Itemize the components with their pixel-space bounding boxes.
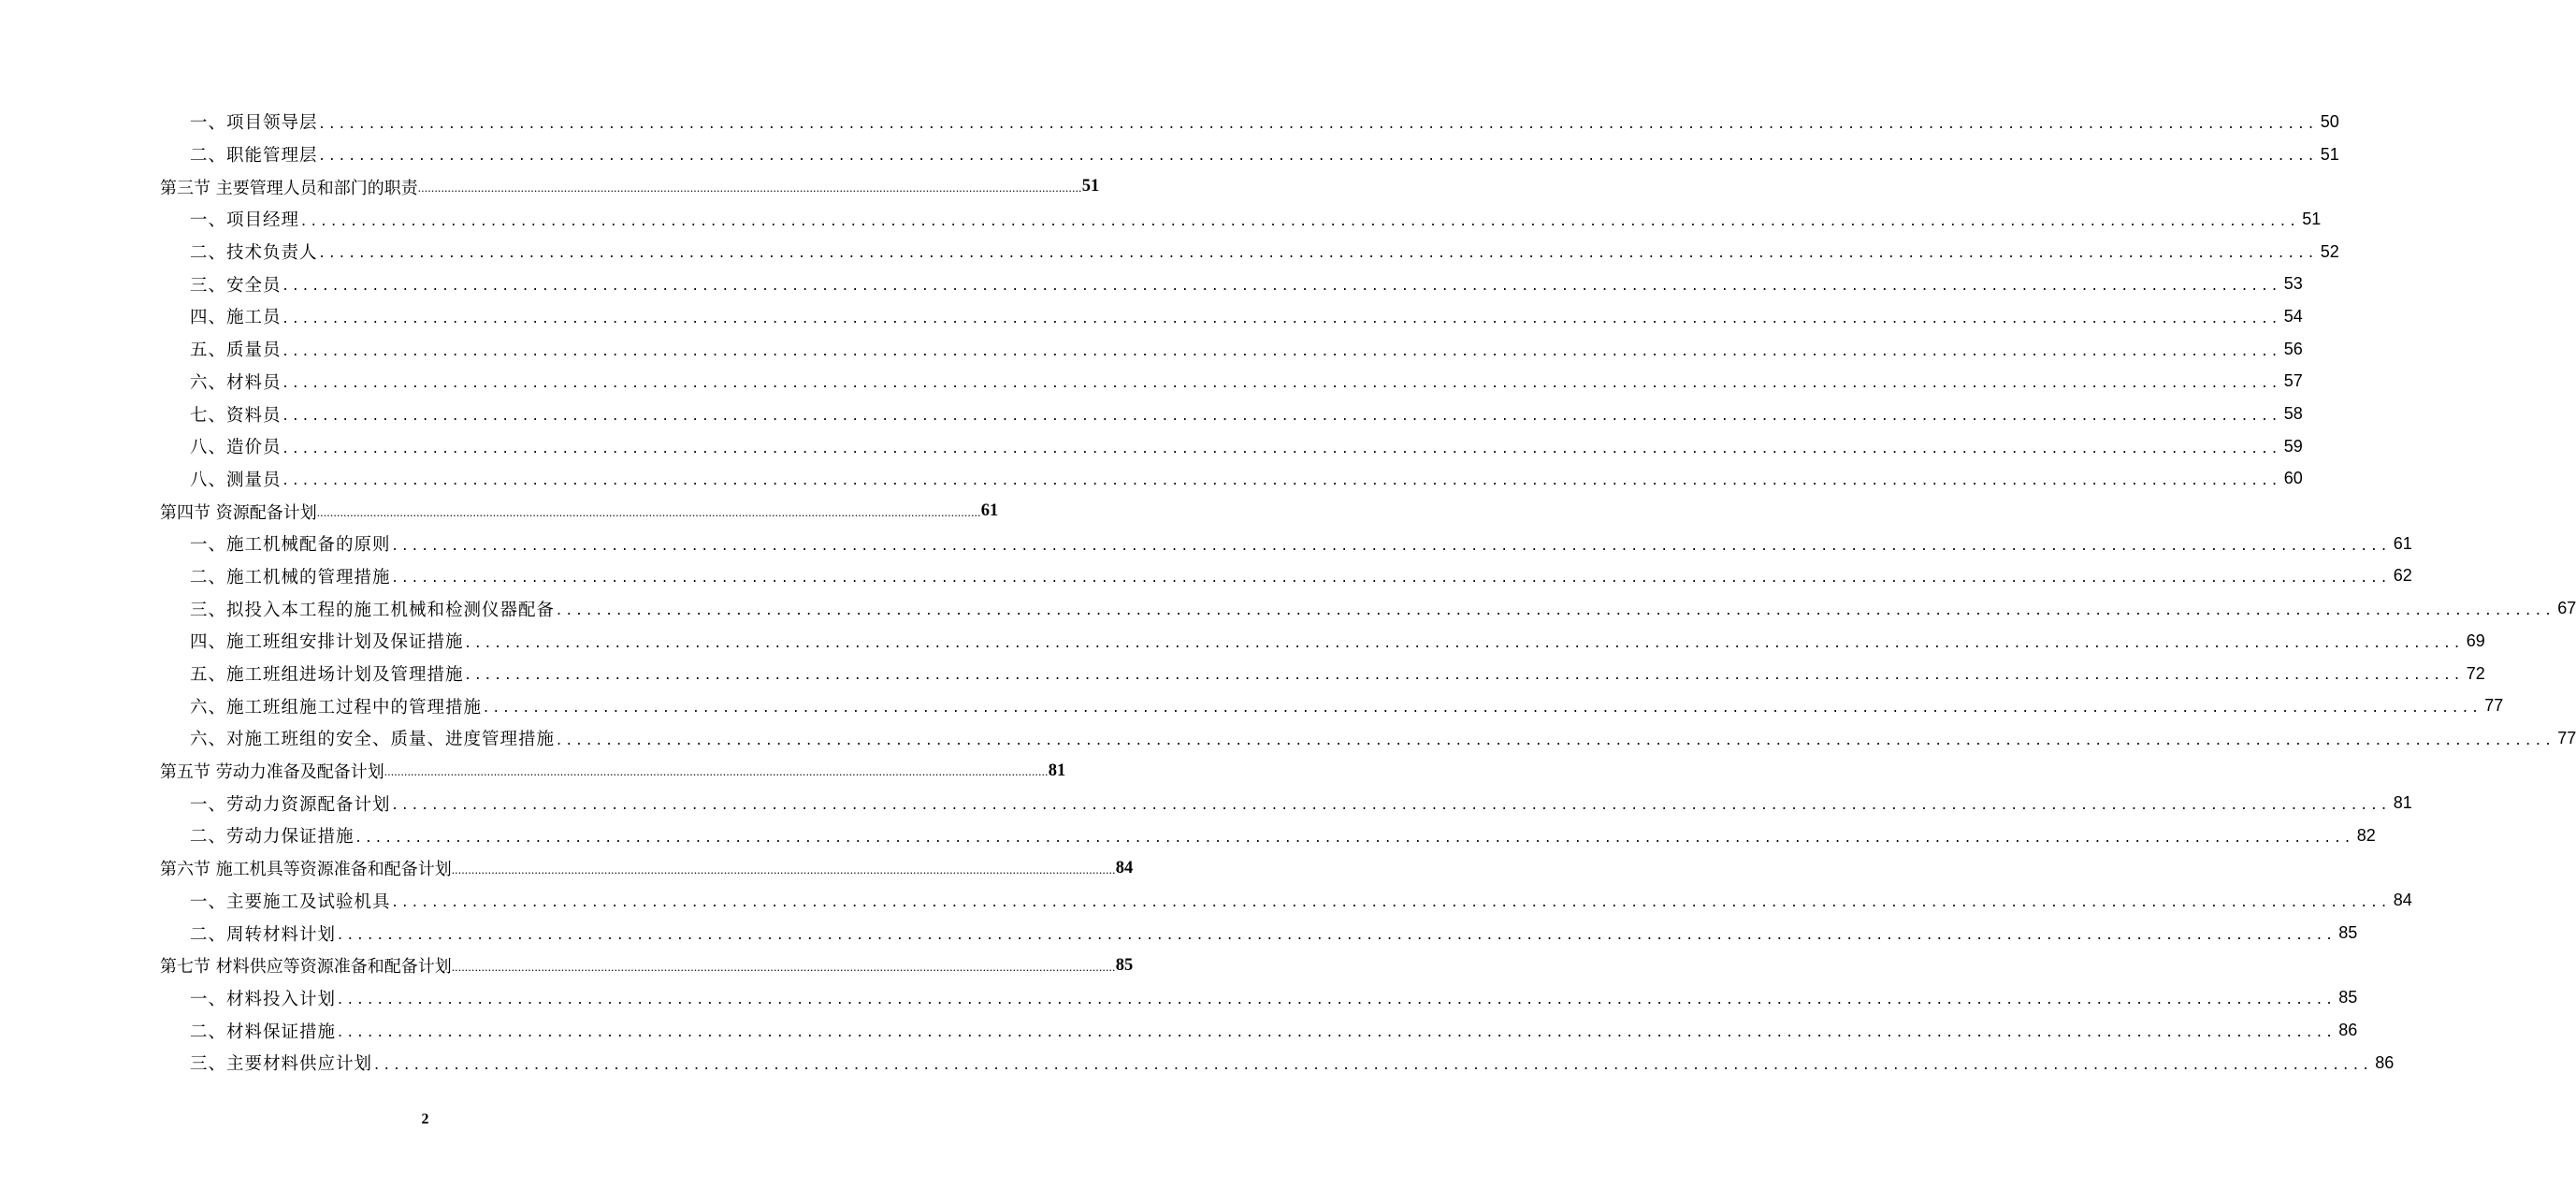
toc-entry-title: 第四节 资源配备计划	[160, 500, 317, 524]
dot-leader: ........................................................................................................................................................................................................	[319, 243, 2319, 262]
toc-subsection-entry[interactable]	[190, 1047, 2395, 1080]
toc-entry-title: 二、材料保证措施	[190, 1019, 336, 1043]
toc-entry-page-number: 59	[2283, 436, 2303, 456]
toc-entry-page-number: 85	[2338, 923, 2358, 943]
dot-leader: ........................................................................................................................................................................................................	[392, 535, 2392, 554]
toc-entry-title: 二、职能管理层	[190, 142, 318, 167]
toc-entry-page-number: 54	[2283, 306, 2303, 326]
toc-subsection-entry[interactable]	[190, 885, 2412, 918]
toc-section-entry[interactable]	[160, 495, 999, 528]
dot-leader: ........................................................................................................................................................................................................	[282, 438, 2282, 457]
toc-entry-title: 八、造价员	[190, 434, 282, 458]
toc-entry-title: 第七节 材料供应等资源准备和配备计划	[160, 953, 452, 978]
dot-leader: ........................................................................................................................................................................................................	[282, 308, 2282, 326]
toc-entry-page-number: 62	[2393, 566, 2412, 586]
toc-entry-title: 七、资料员	[190, 402, 282, 427]
dot-leader: ........................................................................................................................................................................................................	[282, 373, 2282, 392]
toc-entry-page-number: 51	[1081, 177, 1100, 196]
toc-entry-page-number: 72	[2466, 663, 2485, 683]
dot-leader: ........................................................................................................................................................................................................	[319, 113, 2319, 132]
toc-entry-page-number: 61	[2393, 533, 2412, 553]
dot-leader: ........................................................................................................................................................................................................	[374, 1054, 2374, 1073]
toc-entry-title: 第三节 主要管理人员和部门的职责	[160, 175, 418, 199]
dot-leader: ........................................................................................................................................................................................................	[338, 924, 2337, 943]
dot-leader: ........................................................................................................................................................................................................	[557, 730, 2556, 748]
dot-leader: ........................................................................................................................................................................................................	[465, 665, 2465, 684]
dot-leader: ........................................................................................................................................................................................................	[392, 795, 2392, 814]
toc-entry-page-number: 85	[1115, 955, 1134, 975]
toc-entry-page-number: 81	[1048, 761, 1066, 780]
table-of-contents	[0, 106, 2576, 1080]
toc-subsection-entry[interactable]	[190, 689, 2504, 722]
toc-entry-page-number: 77	[2484, 696, 2504, 716]
toc-entry-page-number: 50	[2320, 111, 2339, 131]
dot-leader: ........................................................................................................................................................................................................	[451, 959, 1116, 974]
dot-leader: ........................................................................................................................................................................................................	[282, 341, 2282, 359]
toc-entry-title: 八、测量员	[190, 467, 282, 491]
toc-entry-page-number: 60	[2283, 469, 2303, 488]
toc-entry-title: 六、材料员	[190, 370, 282, 394]
dot-leader: ........................................................................................................................................................................................................	[465, 632, 2465, 651]
dot-leader: ........................................................................................................................................................................................................	[557, 601, 2556, 618]
toc-entry-page-number: 61	[980, 501, 999, 521]
toc-entry-page-number: 86	[2375, 1052, 2395, 1072]
toc-entry-title: 二、周转材料计划	[190, 921, 336, 946]
dot-leader: ........................................................................................................................................................................................................	[282, 276, 2282, 295]
toc-entry-title: 六、对施工班组的安全、质量、进度管理措施	[190, 726, 555, 750]
dot-leader: ........................................................................................................................................................................................................	[316, 504, 981, 519]
toc-subsection-entry[interactable]	[190, 819, 2376, 852]
toc-section-entry[interactable]	[160, 949, 1134, 982]
toc-subsection-entry[interactable]	[190, 236, 2339, 268]
toc-entry-title: 六、施工班组施工过程中的管理措施	[190, 694, 482, 718]
toc-entry-page-number: 84	[1115, 858, 1134, 877]
dot-leader: ........................................................................................................................................................................................................	[282, 471, 2282, 489]
toc-subsection-entry[interactable]	[190, 1014, 2358, 1047]
toc-entry-title: 四、施工员	[190, 304, 282, 328]
dot-leader: ........................................................................................................................................................................................................	[392, 892, 2392, 911]
dot-leader: ........................................................................................................................................................................................................	[301, 210, 2301, 229]
toc-entry-page-number: 56	[2283, 339, 2303, 358]
dot-leader: ........................................................................................................................................................................................................	[338, 1022, 2337, 1040]
toc-entry-title: 一、材料投入计划	[190, 986, 336, 1010]
toc-subsection-entry[interactable]	[190, 528, 2412, 560]
toc-entry-page-number: 82	[2356, 825, 2376, 845]
toc-entry-title: 第五节 劳动力准备及配备计划	[160, 759, 384, 783]
dot-leader: ........................................................................................................................................................................................................	[338, 990, 2337, 1008]
dot-leader: ........................................................................................................................................................................................................	[417, 181, 1082, 196]
toc-section-entry[interactable]	[160, 170, 1100, 203]
toc-entry-page-number: 86	[2338, 1021, 2358, 1040]
toc-subsection-entry[interactable]	[190, 203, 2322, 236]
dot-leader: ........................................................................................................................................................................................................	[355, 827, 2355, 846]
toc-subsection-entry[interactable]	[190, 658, 2485, 690]
toc-subsection-entry[interactable]	[190, 138, 2339, 171]
dot-leader: ........................................................................................................................................................................................................	[384, 764, 1049, 779]
toc-entry-title: 四、施工班组安排计划及保证措施	[190, 629, 464, 653]
toc-entry-title: 二、技术负责人	[190, 239, 318, 264]
dot-leader: ........................................................................................................................................................................................................	[392, 568, 2392, 587]
toc-subsection-entry[interactable]	[190, 787, 2412, 819]
toc-subsection-entry[interactable]	[190, 366, 2303, 399]
toc-subsection-entry[interactable]	[190, 268, 2303, 300]
toc-subsection-entry[interactable]	[190, 430, 2303, 463]
toc-entry-page-number: 57	[2283, 371, 2303, 391]
toc-entry-title: 一、主要施工及试验机具	[190, 889, 391, 913]
toc-entry-page-number: 51	[2302, 209, 2322, 228]
toc-entry-title: 二、施工机械的管理措施	[190, 564, 391, 588]
toc-subsection-entry[interactable]	[190, 300, 2303, 333]
toc-entry-page-number: 81	[2393, 793, 2412, 813]
toc-entry-page-number: 84	[2393, 891, 2412, 910]
toc-entry-title: 一、劳动力资源配备计划	[190, 791, 391, 816]
toc-entry-page-number: 77	[2557, 728, 2576, 747]
toc-entry-title: 五、质量员	[190, 337, 282, 361]
toc-entry-title: 二、劳动力保证措施	[190, 823, 355, 848]
toc-subsection-entry[interactable]	[190, 982, 2358, 1015]
toc-entry-page-number: 51	[2320, 144, 2339, 164]
toc-subsection-entry[interactable]	[190, 463, 2303, 496]
toc-entry-page-number: 85	[2338, 988, 2358, 1007]
toc-entry-page-number: 52	[2320, 241, 2339, 261]
toc-entry-page-number: 69	[2466, 630, 2485, 650]
toc-entry-title: 三、主要材料供应计划	[190, 1051, 372, 1075]
toc-subsection-entry[interactable]	[190, 722, 2576, 755]
toc-section-entry[interactable]	[160, 852, 1134, 885]
toc-subsection-entry[interactable]	[190, 106, 2339, 138]
toc-entry-title: 五、施工班组进场计划及管理措施	[190, 661, 464, 686]
toc-subsection-entry[interactable]	[190, 560, 2412, 593]
toc-entry-title: 一、项目经理	[190, 207, 299, 231]
page-number: 2	[421, 1111, 429, 1127]
dot-leader: ........................................................................................................................................................................................................	[451, 862, 1116, 877]
toc-entry-title: 三、安全员	[190, 272, 282, 297]
toc-entry-title: 一、施工机械配备的原则	[190, 531, 391, 556]
toc-subsection-entry[interactable]	[190, 398, 2303, 430]
toc-entry-title: 一、项目领导层	[190, 109, 318, 134]
dot-leader: ........................................................................................................................................................................................................	[319, 146, 2319, 165]
toc-subsection-entry[interactable]	[190, 917, 2358, 949]
dot-leader: ........................................................................................................................................................................................................	[282, 405, 2282, 424]
toc-subsection-entry[interactable]	[190, 333, 2303, 366]
toc-entry-page-number: 58	[2283, 404, 2303, 424]
toc-entry-title: 三、拟投入本工程的施工机械和检测仪器配备	[190, 597, 555, 621]
dot-leader: ........................................................................................................................................................................................................	[484, 698, 2483, 717]
toc-entry-page-number: 53	[2283, 274, 2303, 294]
toc-subsection-entry[interactable]	[190, 592, 2576, 625]
toc-entry-title: 第六节 施工机具等资源准备和配备计划	[160, 856, 452, 880]
toc-section-entry[interactable]	[160, 755, 1066, 788]
toc-subsection-entry[interactable]	[190, 625, 2485, 658]
toc-entry-page-number: 67	[2557, 599, 2576, 618]
